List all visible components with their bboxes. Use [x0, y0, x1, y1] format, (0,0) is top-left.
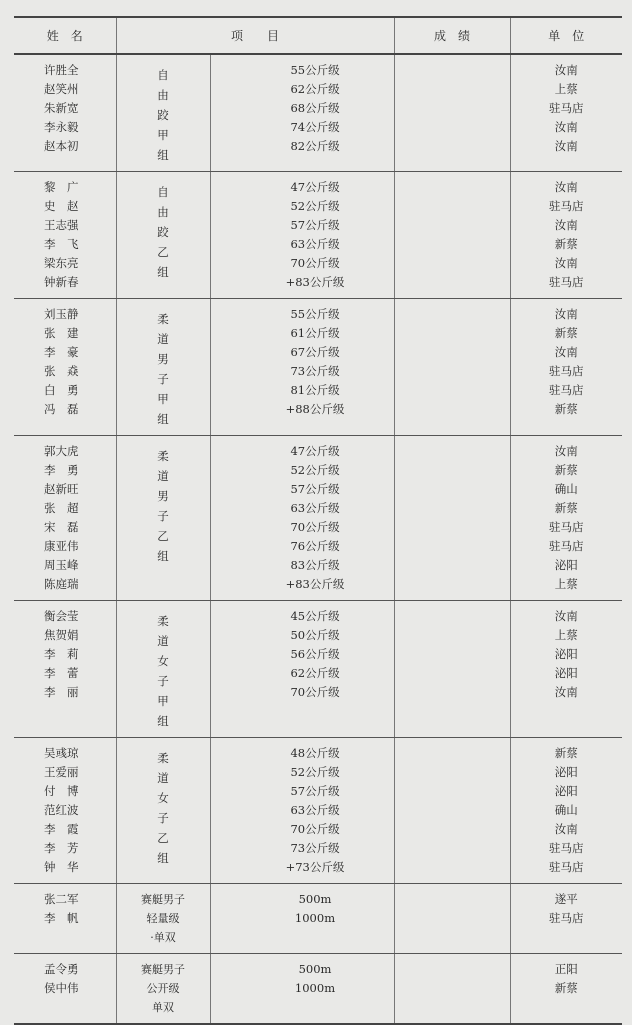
athlete-name: 衡会莹 [44, 609, 79, 623]
weight-class: +83公斤级 [285, 577, 345, 591]
unit-name: 新蔡 [554, 326, 578, 340]
category-char: 道 [157, 634, 169, 648]
unit-cell [510, 738, 622, 884]
weight-cell [210, 54, 394, 172]
table-body [14, 54, 622, 1024]
table-section-row [14, 738, 622, 884]
category-char: 乙 [157, 529, 169, 543]
unit-name: 驻马店 [549, 911, 584, 925]
athlete-name: 李 芳 [44, 841, 79, 855]
athlete-name: 孟令勇 [44, 962, 79, 976]
category-char: 甲 [157, 392, 169, 406]
weight-class: 70公斤级 [290, 256, 340, 270]
weight-cell [210, 738, 394, 884]
unit-name: 汝南 [554, 685, 578, 699]
weight-class: 82公斤级 [290, 139, 340, 153]
category-char: 赛艇男子 [141, 963, 185, 976]
unit-name: 汝南 [554, 256, 578, 270]
weight-class: 81公斤级 [290, 383, 340, 397]
weight-class: 73公斤级 [290, 841, 340, 855]
name-cell [14, 436, 116, 601]
category-char: 组 [157, 412, 169, 426]
unit-name: 汝南 [554, 307, 578, 321]
category-label [117, 61, 210, 165]
category-char: 组 [157, 148, 169, 162]
score-cell [394, 436, 510, 601]
unit-cell [510, 954, 622, 1025]
score-cell [394, 299, 510, 436]
athlete-name: 梁东亮 [44, 256, 79, 270]
athlete-name: 许胜全 [44, 63, 79, 77]
athlete-name: 李 帆 [44, 911, 79, 925]
name-cell [14, 884, 116, 954]
category-cell [116, 172, 210, 299]
weight-class: 76公斤级 [290, 539, 340, 553]
weight-class: 63公斤级 [290, 501, 340, 515]
unit-name: 新蔡 [554, 981, 578, 995]
category-char: 男 [157, 352, 169, 366]
category-char: 男 [157, 489, 169, 503]
category-char: 道 [157, 771, 169, 785]
athlete-name: 付 博 [44, 784, 79, 798]
category-char: 公开级 [146, 982, 180, 995]
athlete-name: 李 霞 [44, 822, 79, 836]
unit-name: 驻马店 [549, 199, 584, 213]
category-char: 轻量级 [146, 912, 180, 925]
category-label [117, 960, 210, 1017]
weight-class: 73公斤级 [290, 364, 340, 378]
category-label [117, 178, 210, 282]
category-char: 乙 [157, 245, 169, 259]
weight-class: 57公斤级 [290, 482, 340, 496]
unit-name: 驻马店 [549, 101, 584, 115]
weight-class: 52公斤级 [290, 199, 340, 213]
unit-name: 汝南 [554, 609, 578, 623]
athlete-name: 白 勇 [44, 383, 79, 397]
weight-class: 61公斤级 [290, 326, 340, 340]
score-cell [394, 601, 510, 738]
athlete-name: 李 莉 [44, 647, 79, 661]
athlete-name: 吴彧琼 [44, 746, 79, 760]
weight-class: +73公斤级 [285, 860, 345, 874]
unit-name: 遂平 [554, 892, 578, 906]
category-char: 组 [157, 549, 169, 563]
unit-cell [510, 54, 622, 172]
unit-name: 新蔡 [554, 746, 578, 760]
weight-class: 63公斤级 [290, 803, 340, 817]
unit-name: 驻马店 [549, 539, 584, 553]
category-char: 道 [157, 332, 169, 346]
athlete-name: 钟 华 [44, 860, 79, 874]
athlete-name: 焦贺娟 [44, 628, 79, 642]
category-char: 由 [157, 88, 169, 102]
category-char: 组 [157, 714, 169, 728]
athlete-name: 钟新春 [44, 275, 79, 289]
table-section-row [14, 436, 622, 601]
athlete-name: 张二军 [44, 892, 79, 906]
header-score: 成 绩 [394, 17, 510, 54]
athlete-name: 赵笑州 [44, 82, 79, 96]
table-section-row [14, 884, 622, 954]
table-section-row [14, 601, 622, 738]
category-char: 组 [157, 851, 169, 865]
unit-name: 驻马店 [549, 841, 584, 855]
unit-name: 上蔡 [554, 82, 578, 96]
athlete-name: 侯中伟 [44, 981, 79, 995]
category-char: 女 [157, 791, 169, 805]
category-char: 跤 [157, 225, 169, 239]
category-char: 子 [157, 811, 169, 825]
unit-name: 新蔡 [554, 463, 578, 477]
weight-class: 57公斤级 [290, 218, 340, 232]
category-char: ·单双 [150, 931, 176, 944]
score-cell [394, 172, 510, 299]
weight-class: 55公斤级 [290, 307, 340, 321]
name-cell [14, 54, 116, 172]
weight-class: 62公斤级 [290, 82, 340, 96]
unit-name: 泌阳 [554, 765, 578, 779]
category-char: 柔 [157, 449, 169, 463]
athlete-name: 赵新旺 [44, 482, 79, 496]
unit-name: 驻马店 [549, 383, 584, 397]
athlete-name: 郭大虎 [44, 444, 79, 458]
unit-name: 泌阳 [554, 784, 578, 798]
unit-name: 驻马店 [549, 364, 584, 378]
weight-class: 500m [298, 892, 332, 906]
weight-class: 83公斤级 [290, 558, 340, 572]
category-label [117, 607, 210, 731]
unit-name: 汝南 [554, 180, 578, 194]
weight-cell [210, 299, 394, 436]
category-char: 甲 [157, 694, 169, 708]
score-cell [394, 738, 510, 884]
category-char: 赛艇男子 [141, 893, 185, 906]
category-char: 甲 [157, 128, 169, 142]
weight-class: +88公斤级 [285, 402, 345, 416]
unit-name: 驻马店 [549, 520, 584, 534]
weight-class: 63公斤级 [290, 237, 340, 251]
athlete-name: 李 丽 [44, 685, 79, 699]
table-section-row [14, 54, 622, 172]
weight-class: 50公斤级 [290, 628, 340, 642]
weight-cell [210, 954, 394, 1025]
weight-cell [210, 436, 394, 601]
category-cell [116, 884, 210, 954]
athlete-name: 李 飞 [44, 237, 79, 251]
category-char: 由 [157, 205, 169, 219]
weight-class: 52公斤级 [290, 463, 340, 477]
category-cell [116, 299, 210, 436]
category-char: 柔 [157, 312, 169, 326]
category-char: 子 [157, 372, 169, 386]
unit-name: 新蔡 [554, 237, 578, 251]
weight-class: 1000m [294, 981, 336, 995]
weight-class: 57公斤级 [290, 784, 340, 798]
unit-name: 汝南 [554, 444, 578, 458]
unit-name: 泌阳 [554, 666, 578, 680]
category-char: 子 [157, 509, 169, 523]
unit-name: 汝南 [554, 345, 578, 359]
unit-name: 上蔡 [554, 577, 578, 591]
table-section-row [14, 954, 622, 1025]
weight-cell [210, 601, 394, 738]
name-cell [14, 954, 116, 1025]
weight-cell [210, 884, 394, 954]
unit-name: 上蔡 [554, 628, 578, 642]
weight-class: 1000m [294, 911, 336, 925]
athlete-name: 刘玉静 [44, 307, 79, 321]
weight-class: 74公斤级 [290, 120, 340, 134]
athlete-name: 张 猋 [44, 364, 79, 378]
athlete-name: 李 蕾 [44, 666, 79, 680]
unit-cell [510, 884, 622, 954]
weight-class: 47公斤级 [290, 180, 340, 194]
weight-class: 47公斤级 [290, 444, 340, 458]
name-cell [14, 601, 116, 738]
weight-class: 67公斤级 [290, 345, 340, 359]
unit-name: 驻马店 [549, 275, 584, 289]
weight-class: 52公斤级 [290, 765, 340, 779]
athlete-name: 史 赵 [44, 199, 79, 213]
unit-name: 驻马店 [549, 860, 584, 874]
unit-name: 泌阳 [554, 558, 578, 572]
category-char: 柔 [157, 751, 169, 765]
athlete-name: 王爱丽 [44, 765, 79, 779]
unit-name: 新蔡 [554, 402, 578, 416]
category-char: 组 [157, 265, 169, 279]
athlete-name: 李 豪 [44, 345, 79, 359]
header-event: 项 目 [116, 17, 394, 54]
athlete-name: 陈庭瑞 [44, 577, 79, 591]
athlete-name: 李 勇 [44, 463, 79, 477]
unit-name: 新蔡 [554, 501, 578, 515]
athlete-name: 黎 广 [44, 180, 79, 194]
unit-name: 泌阳 [554, 647, 578, 661]
name-cell [14, 299, 116, 436]
athlete-name: 宋 磊 [44, 520, 79, 534]
score-cell [394, 884, 510, 954]
weight-class: 56公斤级 [290, 647, 340, 661]
weight-class: 68公斤级 [290, 101, 340, 115]
weight-class: 70公斤级 [290, 685, 340, 699]
athlete-name: 张 建 [44, 326, 79, 340]
athlete-name: 张 超 [44, 501, 79, 515]
category-char: 子 [157, 674, 169, 688]
weight-class: 70公斤级 [290, 822, 340, 836]
weight-cell [210, 172, 394, 299]
unit-cell [510, 299, 622, 436]
athlete-name: 康亚伟 [44, 539, 79, 553]
category-char: 自 [157, 68, 169, 82]
category-label [117, 305, 210, 429]
category-char: 女 [157, 654, 169, 668]
athlete-name: 赵本初 [44, 139, 79, 153]
athlete-name: 范红波 [44, 803, 79, 817]
weight-class: 70公斤级 [290, 520, 340, 534]
athlete-name: 周玉峰 [44, 558, 79, 572]
category-char: 乙 [157, 831, 169, 845]
athlete-name: 朱新宽 [44, 101, 79, 115]
category-label [117, 744, 210, 868]
category-cell [116, 601, 210, 738]
weight-class: 500m [298, 962, 332, 976]
weight-class: 62公斤级 [290, 666, 340, 680]
unit-name: 汝南 [554, 120, 578, 134]
table-header-row [14, 17, 622, 54]
table-section-row [14, 299, 622, 436]
category-char: 道 [157, 469, 169, 483]
unit-cell [510, 172, 622, 299]
unit-name: 汝南 [554, 63, 578, 77]
header-unit: 单 位 [510, 17, 622, 54]
unit-cell [510, 601, 622, 738]
unit-name: 确山 [554, 482, 578, 496]
category-cell [116, 738, 210, 884]
weight-class: 45公斤级 [290, 609, 340, 623]
athlete-name: 冯 磊 [44, 402, 79, 416]
unit-cell [510, 436, 622, 601]
unit-name: 确山 [554, 803, 578, 817]
category-char: 跤 [157, 108, 169, 122]
athlete-name: 李永毅 [44, 120, 79, 134]
header-name: 姓 名 [14, 17, 116, 54]
unit-name: 正阳 [554, 962, 578, 976]
weight-class: 55公斤级 [290, 63, 340, 77]
unit-name: 汝南 [554, 139, 578, 153]
weight-class: 48公斤级 [290, 746, 340, 760]
unit-name: 汝南 [554, 822, 578, 836]
results-table [14, 16, 622, 1025]
category-char: 自 [157, 185, 169, 199]
category-cell [116, 954, 210, 1025]
unit-name: 汝南 [554, 218, 578, 232]
category-label [117, 442, 210, 566]
weight-class: +83公斤级 [285, 275, 345, 289]
category-char: 单双 [152, 1001, 174, 1014]
athlete-name: 王志强 [44, 218, 79, 232]
category-char: 柔 [157, 614, 169, 628]
score-cell [394, 954, 510, 1025]
category-cell [116, 54, 210, 172]
table-section-row [14, 172, 622, 299]
name-cell [14, 738, 116, 884]
category-label [117, 890, 210, 947]
score-cell [394, 54, 510, 172]
category-cell [116, 436, 210, 601]
name-cell [14, 172, 116, 299]
